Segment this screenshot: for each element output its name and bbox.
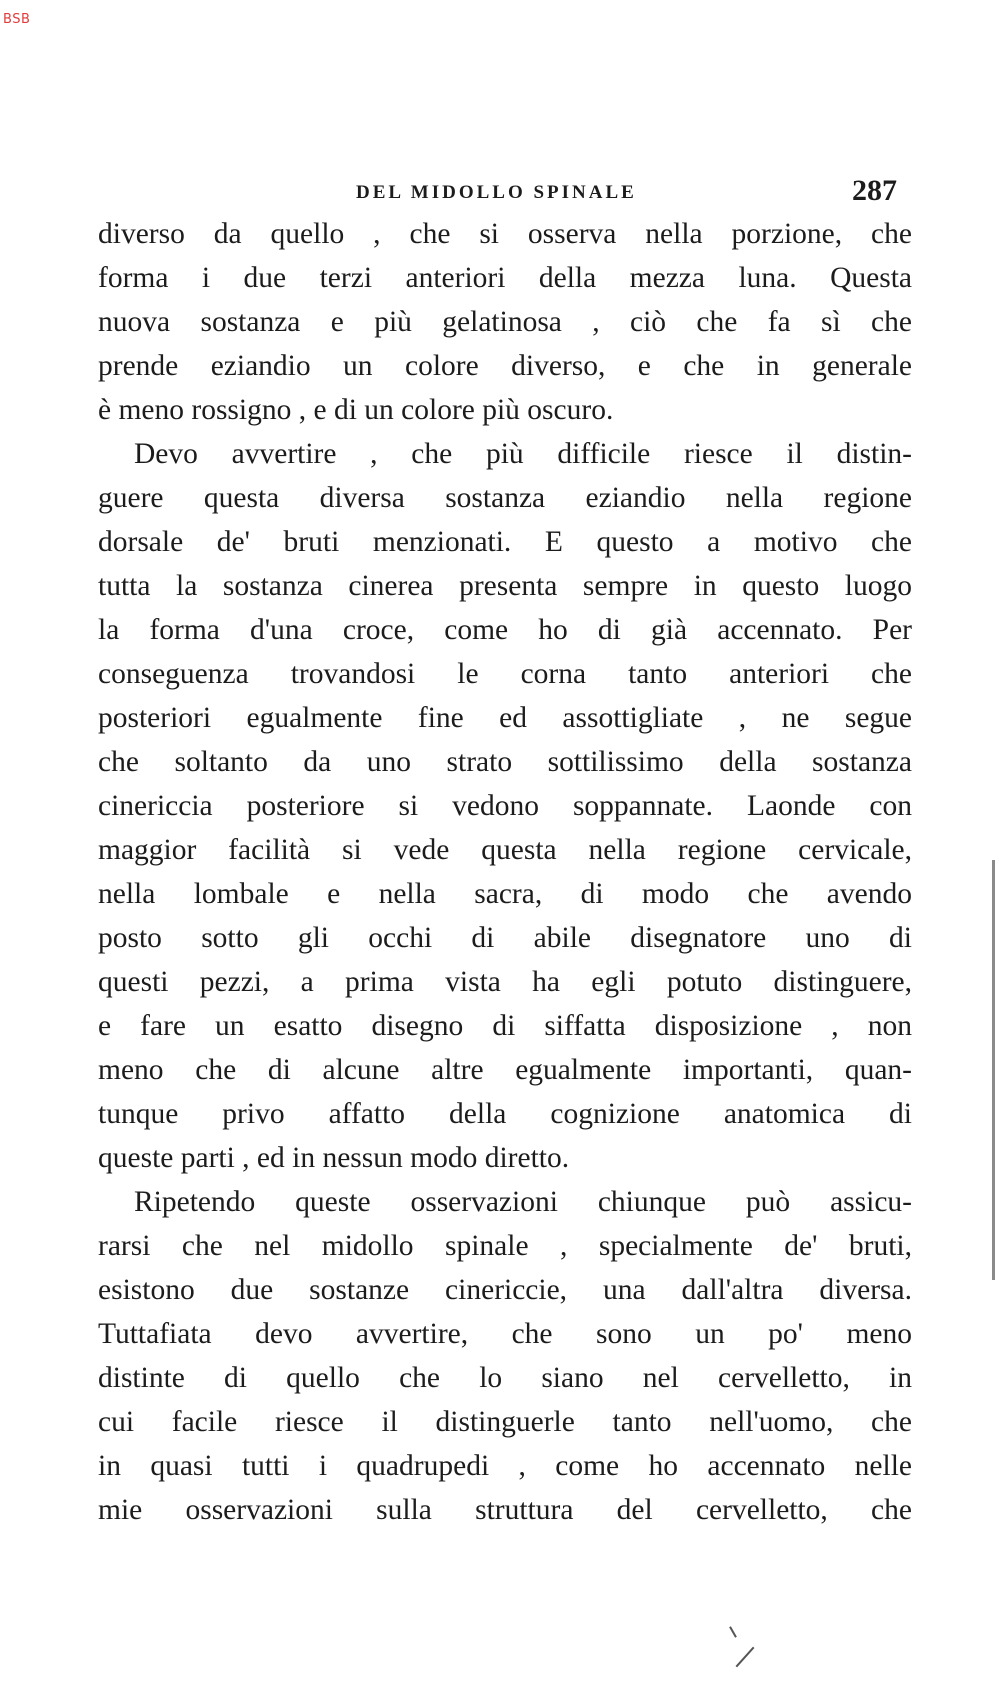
text-line: distinte di quello che lo siano nel cervelletto, in bbox=[98, 1362, 912, 1394]
text-line: Ripetendo queste osservazioni chiunque può assicu- bbox=[134, 1186, 912, 1218]
text-line: e fare un esatto disegno di siffatta disposizione , non bbox=[98, 1010, 912, 1042]
page-binding-edge bbox=[992, 860, 995, 1280]
text-line: cui facile riesce il distinguerle tanto nell'uomo, che bbox=[98, 1406, 912, 1438]
text-line: meno che di alcune altre egualmente importanti, quan- bbox=[98, 1054, 912, 1086]
text-line: tunque privo affatto della cognizione anatomica di bbox=[98, 1098, 912, 1130]
text-line: posto sotto gli occhi di abile disegnatore uno di bbox=[98, 922, 912, 954]
text-line: è meno rossigno , e di un colore più oscuro. bbox=[98, 394, 614, 426]
body-text bbox=[98, 212, 912, 1532]
text-line: posteriori egualmente fine ed assottigliate , ne segue bbox=[98, 702, 912, 734]
text-line: nella lombale e nella sacra, di modo che avendo bbox=[98, 878, 912, 910]
text-line: cinericcia posteriore si vedono soppannate. Laonde con bbox=[98, 790, 912, 822]
text-line: diverso da quello , che si osserva nella porzione, che bbox=[98, 218, 912, 250]
text-line: dorsale de' bruti menzionati. E questo a motivo che bbox=[98, 526, 912, 558]
text-line: tutta la sostanza cinerea presenta sempre in questo luogo bbox=[98, 570, 912, 602]
text-line: prende eziandio un colore diverso, e che in generale bbox=[98, 350, 912, 382]
text-line: mie osservazioni sulla struttura del cervelletto, che bbox=[98, 1494, 912, 1526]
text-line: questi pezzi, a prima vista ha egli potuto distinguere, bbox=[98, 966, 912, 998]
text-line: la forma d'una croce, come ho di già accennato. Per bbox=[98, 614, 912, 646]
text-line: forma i due terzi anteriori della mezza luna. Questa bbox=[98, 262, 912, 294]
library-watermark: BSB bbox=[3, 12, 31, 27]
text-line: nuova sostanza e più gelatinosa , ciò che fa sì che bbox=[98, 306, 912, 338]
text-line: Devo avvertire , che più difficile riesce il distin- bbox=[134, 438, 912, 470]
running-head: DEL MIDOLLO SPINALE bbox=[356, 182, 637, 203]
page-header bbox=[0, 174, 1000, 210]
text-line: queste parti , ed in nessun modo diretto. bbox=[98, 1142, 570, 1174]
text-line: conseguenza trovandosi le corna tanto anteriori che bbox=[98, 658, 912, 690]
text-line: rarsi che nel midollo spinale , specialmente de' bruti, bbox=[98, 1230, 912, 1262]
text-line: maggior facilità si vede questa nella regione cervicale, bbox=[98, 834, 912, 866]
text-line: che soltanto da uno strato sottilissimo della sostanza bbox=[98, 746, 912, 778]
text-line: guere questa diversa sostanza eziandio nella regione bbox=[98, 482, 912, 514]
text-line: in quasi tutti i quadrupedi , come ho accennato nelle bbox=[98, 1450, 912, 1482]
text-line: esistono due sostanze cinericcie, una dall'altra diversa. bbox=[98, 1274, 912, 1306]
ink-speck bbox=[729, 1626, 737, 1637]
text-line: Tuttafiata devo avvertire, che sono un po' meno bbox=[98, 1318, 912, 1350]
ink-stroke bbox=[736, 1647, 755, 1668]
page-number: 287 bbox=[852, 174, 897, 207]
